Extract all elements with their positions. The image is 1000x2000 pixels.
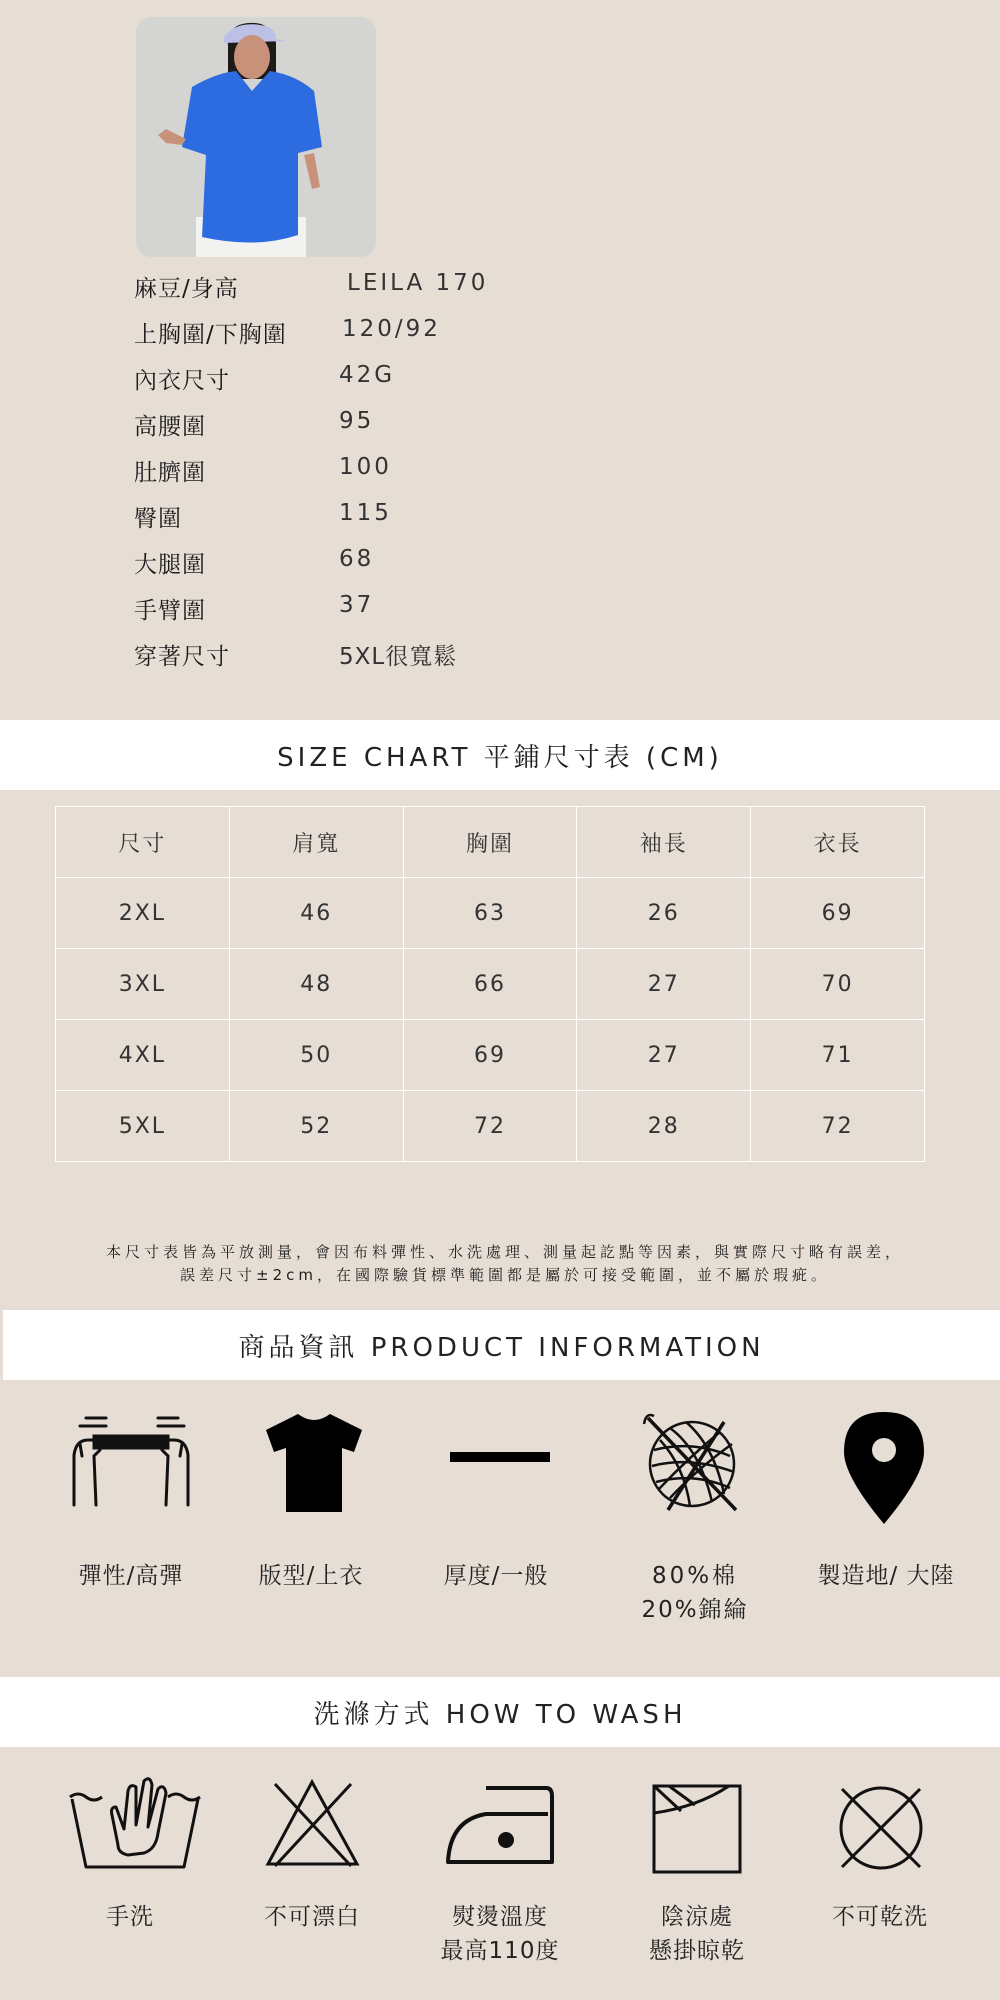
measure-value: 95 [339,408,375,434]
size-note [30,1241,980,1287]
table-row [56,1020,925,1091]
product-info-label [786,1559,986,1593]
table-header-row [56,807,925,878]
measure-value: LEILA 170 [347,270,489,296]
size-chart-title: SIZE CHART 平鋪尺寸表 (CM) [277,742,723,773]
model-row [134,446,634,492]
wash-label [212,1900,412,1934]
product-info-label [31,1559,231,1593]
size-note-line: 本尺寸表皆為平放測量，會因布料彈性、水洗處理、測量起訖點等因素，與實際尺寸略有誤差， [105,1243,904,1261]
product-info-label [595,1559,795,1627]
table-row [56,1091,925,1162]
wash-label [400,1900,600,1968]
measure-value: 115 [339,500,392,526]
table-cell: 72 [403,1091,577,1162]
header-cell: 尺寸 [56,807,230,878]
model-row [134,400,634,446]
measure-label: 大腿圍 [134,552,206,578]
label-text: 版型/上衣 [258,1563,364,1589]
label-text: 製造地/ 大陸 [817,1563,955,1589]
model-row [134,354,634,400]
model-row [134,630,634,676]
measure-label: 穿著尺寸 [134,644,230,670]
product-info-label [396,1559,596,1593]
model-row [134,538,634,584]
measure-label: 肚臍圍 [134,460,206,486]
table-cell: 52 [229,1091,403,1162]
table-cell: 28 [577,1091,751,1162]
measure-label: 臀圍 [134,506,182,532]
table-cell: 4XL [56,1020,230,1091]
label-text: 陰涼處 [661,1904,733,1930]
label-text: 不可乾洗 [832,1904,928,1930]
header-cell: 肩寬 [229,807,403,878]
no-bleach-icon [265,1778,360,1868]
thickness-line-icon [450,1450,550,1464]
label-text: 手洗 [106,1904,154,1930]
measure-value: 5XL很寬鬆 [339,644,458,670]
wash-label [597,1900,797,1968]
label-text: 80%棉 [651,1563,739,1589]
measure-label: 麻豆/身高 [134,276,239,302]
hand-wash-icon [68,1775,203,1870]
label-text: 厚度/一般 [443,1563,549,1589]
location-pin-icon [842,1410,926,1526]
model-row [134,492,634,538]
measure-value: 37 [339,592,375,618]
table-cell: 27 [577,1020,751,1091]
wash-title: 洗滌方式 HOW TO WASH [313,1699,687,1730]
measure-label: 手臂圍 [134,598,206,624]
model-row [134,262,634,308]
table-cell: 5XL [56,1091,230,1162]
model-illustration [136,17,376,257]
table-cell: 26 [577,878,751,949]
measure-label: 內衣尺寸 [134,368,230,394]
model-measurements [134,262,634,676]
size-chart-heading [0,720,1000,790]
header-cell: 衣長 [751,807,925,878]
iron-icon [446,1784,556,1866]
product-info-title: 商品資訊 PRODUCT INFORMATION [238,1332,765,1363]
model-row [134,584,634,630]
table-cell: 63 [403,878,577,949]
label-text: 熨燙溫度 [452,1904,548,1930]
stretch-hands-icon [66,1410,196,1510]
table-cell: 48 [229,949,403,1020]
shade-dry-icon [651,1783,743,1875]
label-text: 彈性/高彈 [78,1563,184,1589]
wash-label [30,1900,230,1934]
measure-label: 高腰圍 [134,414,206,440]
table-cell: 2XL [56,878,230,949]
table-cell: 46 [229,878,403,949]
size-note-line: 誤差尺寸±2cm，在國際驗貨標準範圍都是屬於可接受範圍，並不屬於瑕疵。 [180,1266,830,1284]
label-text: 懸掛晾乾 [649,1938,745,1964]
size-table [55,806,925,1162]
wash-heading [0,1677,1000,1747]
measure-label: 上胸圍/下胸圍 [134,322,287,348]
table-cell: 71 [751,1020,925,1091]
tshirt-icon [262,1410,367,1515]
table-cell: 69 [403,1020,577,1091]
yarn-ball-icon [640,1410,750,1520]
table-cell: 69 [751,878,925,949]
table-row [56,949,925,1020]
table-cell: 66 [403,949,577,1020]
table-cell: 3XL [56,949,230,1020]
table-cell: 27 [577,949,751,1020]
measure-value: 120/92 [342,316,441,342]
measure-value: 100 [339,454,392,480]
header-cell: 袖長 [577,807,751,878]
no-dry-clean-icon [834,1781,928,1875]
wash-label [780,1900,980,1934]
model-row [134,308,634,354]
table-cell: 50 [229,1020,403,1091]
table-row [56,878,925,949]
table-cell: 70 [751,949,925,1020]
label-text: 不可漂白 [264,1904,360,1930]
label-text: 20%錦綸 [641,1597,749,1623]
model-photo [136,17,376,257]
product-info-label [211,1559,411,1593]
product-info-heading [3,1310,1000,1380]
header-cell: 胸圍 [403,807,577,878]
label-text: 最高110度 [440,1938,560,1964]
table-cell: 72 [751,1091,925,1162]
measure-value: 42G [339,362,396,388]
measure-value: 68 [339,546,375,572]
